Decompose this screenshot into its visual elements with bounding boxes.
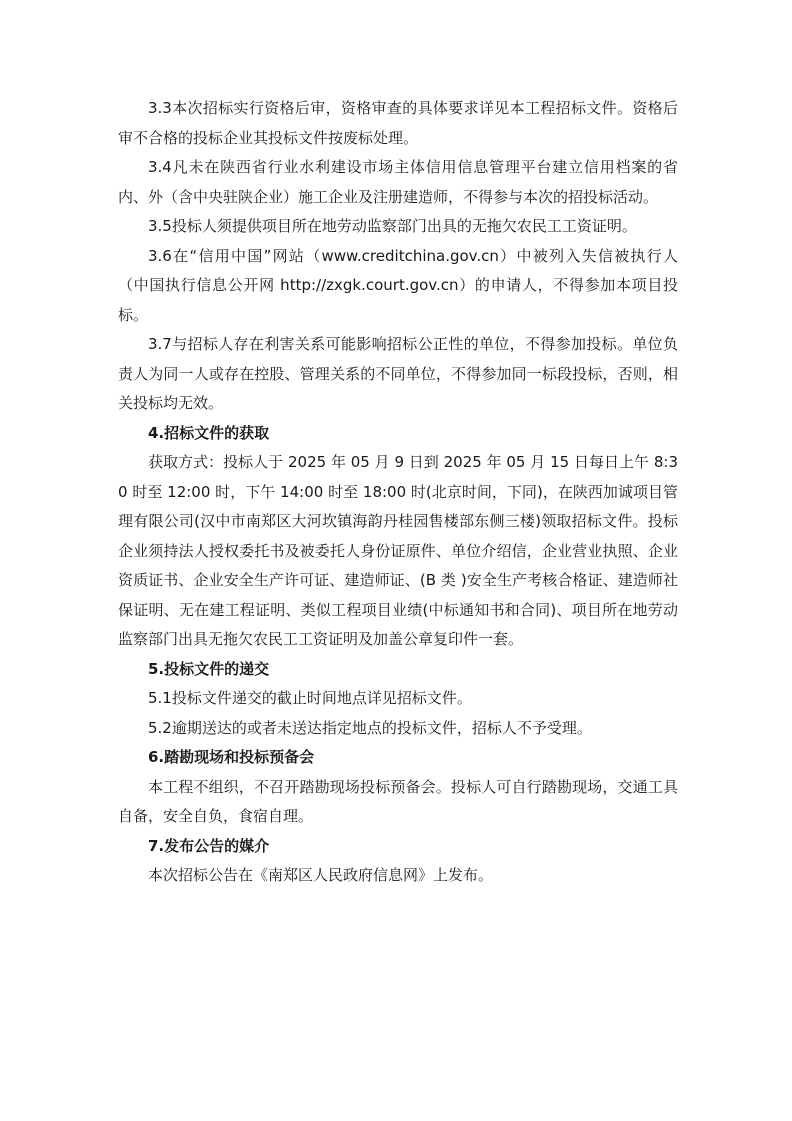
paragraph-3-4: 3.4凡未在陕西省行业水利建设市场主体信用信息管理平台建立信用档案的省内、外（含中央驻陕企业）施工企业及注册建造师，不得参与本次的招投标活动。: [118, 158, 678, 206]
paragraph-4-body: 获取方式：投标人于 2025 年 05 月 9 日到 2025 年 05 月 15 日每日上午 8:30 时至 12:00 时，下午 14:00 时至 18:00 时(北京时间，下同)，在陕西加诚项目管理有限公司(汉中市南郑区大河坎镇海韵丹桂园售楼部东侧三楼)领取招标文件。投标企业须持法人授权委托书及被委托人身份证原件、单位介绍信，企业营业执照、企业资质证书、企业安全生产许可证、建造师证、(B 类 )安全生产考核合格证、建造师社保证明、无在建工程证明、类似工程项目业绩(中标通知书和合同)、项目所在地劳动监察部门出具无拖欠农民工工资证明及加盖公章复印件一套。: [118, 453, 678, 648]
paragraph-3-7: 3.7与招标人存在利害关系可能影响招标公正性的单位，不得参加投标。单位负责人为同一人或存在控股、管理关系的不同单位，不得参加同一标段投标，否则，相关投标均无效。: [118, 335, 678, 412]
paragraph-3-5: 3.5投标人须提供项目所在地劳动监察部门出具的无拖欠农民工工资证明。: [148, 217, 637, 235]
section-heading-5: 5.投标文件的递交: [148, 659, 270, 678]
paragraph-7-body: 本次招标公告在《南郑区人民政府信息网》上发布。: [148, 866, 494, 884]
paragraph-6-body: 本工程不组织，不召开踏勘现场投标预备会。投标人可自行踏勘现场，交通工具自备，安全自负，食宿自理。: [118, 777, 678, 825]
section-heading-4: 4.招标文件的获取: [148, 423, 270, 442]
paragraph-5-1: 5.1投标文件递交的截止时间地点详见招标文件。: [148, 689, 472, 707]
section-heading-7: 7.发布公告的媒介: [148, 836, 270, 855]
paragraph-3-3: 3.3本次招标实行资格后审，资格审查的具体要求详见本工程招标文件。资格后审不合格的投标企业其投标文件按废标处理。: [118, 99, 678, 147]
paragraph-3-6: 3.6在“信用中国”网站（www.creditchina.gov.cn）中被列入失信被执行人（中国执行信息公开网 http://zxgk.court.gov.cn）的申请人，不得参加本项目投标。: [118, 246, 678, 324]
document-page: [118, 94, 678, 891]
section-heading-6: 6.踏勘现场和投标预备会: [148, 748, 315, 766]
paragraph-5-2: 5.2逾期送达的或者未送达指定地点的投标文件，招标人不予受理。: [148, 718, 592, 737]
